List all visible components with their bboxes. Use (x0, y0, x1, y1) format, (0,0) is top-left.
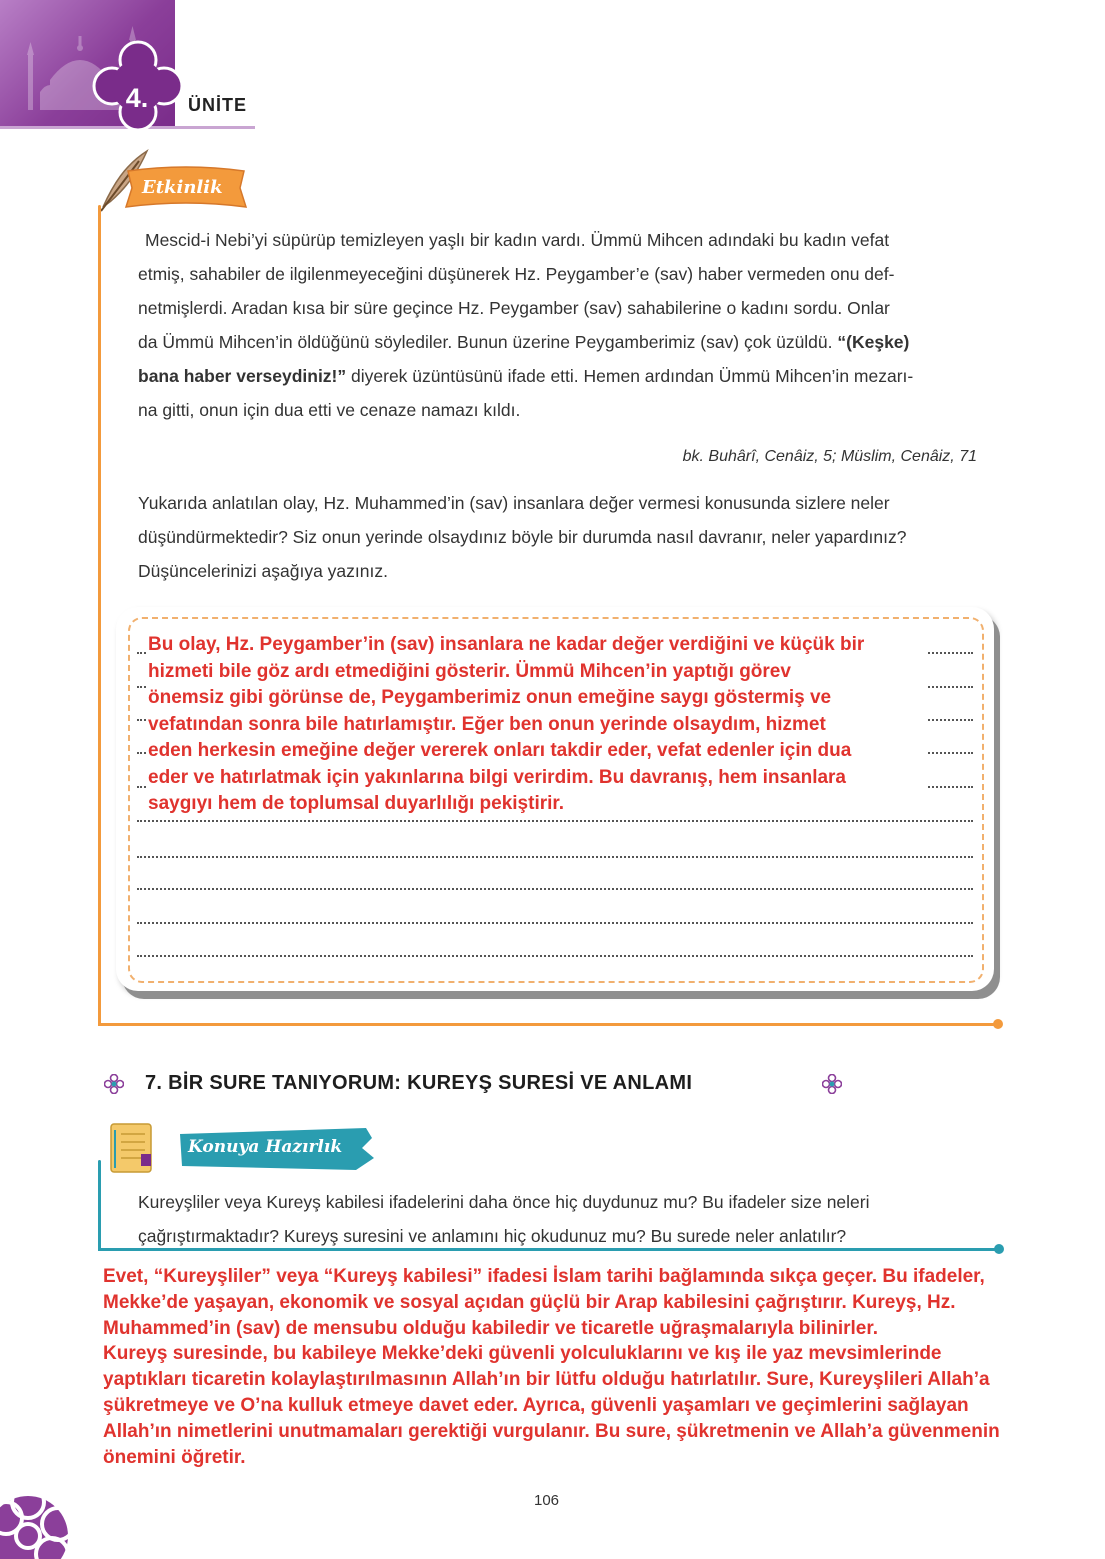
quote-part-1: “(Keşke) (837, 332, 910, 352)
section7-answer-text[interactable]: Evet, “Kureyşliler” veya “Kureyş kabilesi” ifadesi İslam tarihi bağlamında sıkça geçer. Bu ifadeler, Mekke’de yaşayan, ekonomik ve sosyal açıdan güçlü bir Arap kabilesini çağrıştırır. Kureyş, Hz. Muhammed’in (sav) de mensubu olduğu kabiledir ve ticaretle uğraşmalarıyla bilinirler. Kureyş suresinde, bu kabileye Mekke’deki güvenli yolculuklarını ve kış ile yaz mevsimlerinde yaptıkları ticaretin kolaylaştırılmasının Allah’ın bir lütfu olduğu hatırlatılır. Sure, Kureyşlileri Allah’a şükretmeye ve O’na kulluk etmeye davet eder. Ayrıca, güvenli yaşamları ve geçimlerini sağlayan Allah’ın nimetlerini unutmamaları gerektiği vurgulanır. Bu sure, şükretmenin ve Allah’a güvenmenin önemini öğretir. (103, 1266, 1000, 1468)
section-ornament-icon (822, 1074, 842, 1094)
activity-story: Mescid-i Nebi’yi süpürüp temizleyen yaşlı bir kadın vardı. Ümmü Mihcen adındaki bu kadın vefat etmiş, sahabiler de ilgilenmeyeceğini düşünerek Hz. Peygamber’e (sav) haber vermeden onu def- netmişlerdi. Aradan kısa bir süre geçince Hz. Peygamber (sav) sahabilerine o kadını sordu. Onlar da Ümmü Mihcen’in öldüğünü söylediler. Bunun üzerine Peygamberimiz (sav) çok üzüldü. “(Keşke) bana haber verseydiniz!” diyerek üzüntüsünü ifade etti. Hemen ardından Ümmü Mihcen’in mezarı- na gitti, onun için dua etti ve cenaze namazı kıldı. (138, 230, 914, 420)
answer-dotted-line (137, 888, 973, 890)
section-ornament-icon (104, 1074, 124, 1094)
activity-answer-text[interactable]: Bu olay, Hz. Peygamber’in (sav) insanlara ne kadar değer verdiğini ve küçük bir hizmeti bile göz ardı etmediğini gösterir. Ümmü Mihcen’in yaptığı görev önemsiz gibi görünse de, Peygamberimiz onun emeğine saygı göstermiş ve vefatından sonra bile hatırlamıştır. Eğer ben onun yerinde olsaydım, hizmet eden herkesin emeğine değer vererek onları takdir eder, vefat edenler için dua eder ve hatırlatmak için yakınlarına bilgi verirdim. Bu davranış, hem insanlara saygıyı hem de toplumsal duyarlılığı pekiştirir. (148, 632, 928, 818)
prep-frame-left (98, 1160, 101, 1250)
unit-label: ÜNİTE (188, 95, 247, 115)
answer-dotted-line (137, 922, 973, 924)
activity-frame-dot (993, 1019, 1003, 1029)
quote-part-2: bana haber verseydiniz!” (138, 366, 347, 386)
answer-dotted-line (137, 820, 973, 822)
activity-frame-bottom (98, 1023, 998, 1026)
answer-dotted-line (137, 955, 973, 957)
decorative-flower-icon (0, 1440, 110, 1559)
answer-dotted-line (137, 856, 973, 858)
prep-frame-dot (994, 1244, 1004, 1254)
unit-number: 4. (125, 83, 149, 113)
activity-question: Yukarıda anlatılan olay, Hz. Muhammed’in (sav) insanlara değer vermesi konusunda sizlere neler düşündürmektedir? Siz onun yerinde olsaydınız böyle bir durumda nasıl davranır, neler yapardınız? Düşüncelerinizi aşağıya yazınız. (138, 493, 907, 581)
notebook-icon (103, 1118, 163, 1178)
activity-frame-left (98, 205, 101, 1025)
prep-questions: Kureyşliler veya Kureyş kabilesi ifadelerini daha önce hiç duydunuz mu? Bu ifadeler size neleri çağrıştırmaktadır? Kureyş suresini ve anlamını hiç okudunuz mu? Bu surede neler anlatılır? (138, 1192, 870, 1246)
activity-title: Etkinlik (142, 177, 223, 198)
citation: bk. Buhârî, Cenâiz, 5; Müslim, Cenâiz, 71 (682, 448, 977, 465)
section-title: 7. BİR SURE TANIYORUM: KUREYŞ SURESİ VE ANLAMI (145, 1072, 693, 1094)
prep-title: Konuya Hazırlık (188, 1137, 343, 1157)
page-number: 106 (534, 1492, 560, 1509)
